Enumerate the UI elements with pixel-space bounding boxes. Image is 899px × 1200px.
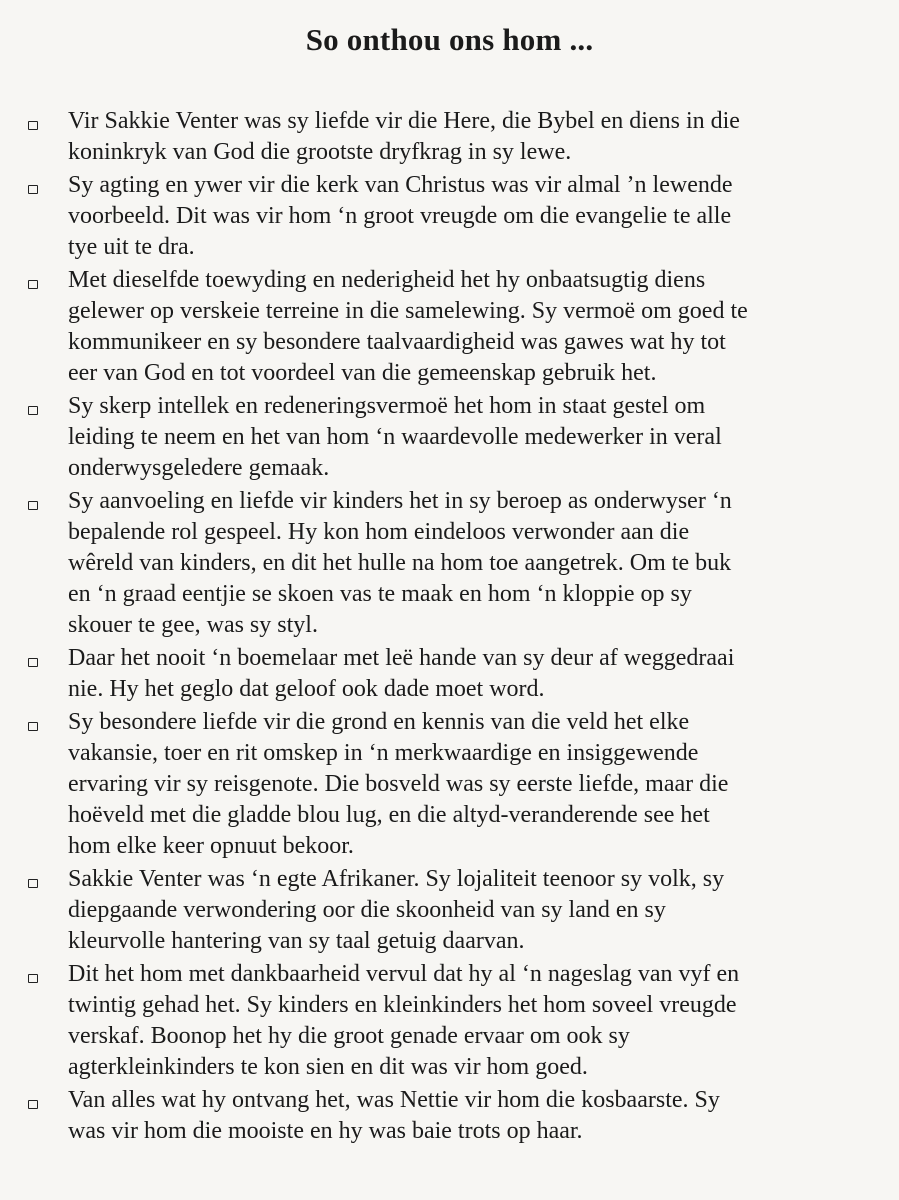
list-item (28, 643, 873, 705)
list-item-text-line: kleurvolle hantering van sy taal getuig daarvan. (68, 928, 525, 954)
list-item-text-line: voorbeeld. Dit was vir hom ‘n groot vreugde om die evangelie te alle (68, 203, 732, 229)
list-item-text-line: Sy agting en ywer vir die kerk van Christus was vir almal ’n lewende (68, 172, 733, 198)
list-item-text-line: Dit het hom met dankbaarheid vervul dat hy al ‘n nageslag van vyf en (68, 961, 740, 987)
list-item-text-line: Sy besondere liefde vir die grond en kennis van die veld het elke (68, 709, 690, 735)
list-item-text-line: hom elke keer opnuut bekoor. (68, 833, 354, 859)
list-item-text-line: bepalende rol gespeel. Hy kon hom eindeloos verwonder aan die (68, 519, 690, 545)
list-item-text-line: diepgaande verwondering oor die skoonheid van sy land en sy (68, 897, 666, 923)
list-item (28, 864, 873, 957)
checkbox-bullet-icon (28, 879, 38, 888)
checkbox-bullet-icon (28, 974, 38, 983)
list-item-text-line: koninkryk van God die grootste dryfkrag in sy lewe. (68, 139, 572, 165)
list-item (28, 1085, 873, 1147)
list-item-text-line: agterkleinkinders te kon sien en dit was vir hom goed. (68, 1054, 588, 1080)
checkbox-bullet-icon (28, 185, 38, 194)
list-item-text-line: hoëveld met die gladde blou lug, en die altyd-veranderende see het (68, 802, 710, 828)
list-item-text-line: verskaf. Boonop het hy die groot genade ervaar om ook sy (68, 1023, 630, 1049)
list-item-text-line: Sy aanvoeling en liefde vir kinders het in sy beroep as onderwyser ‘n (68, 488, 732, 514)
checkbox-bullet-icon (28, 280, 38, 289)
checkbox-bullet-icon (28, 121, 38, 130)
list-item-text-line: eer van God en tot voordeel van die gemeenskap gebruik het. (68, 360, 657, 386)
list-item (28, 170, 873, 263)
list-item-text-line: nie. Hy het geglo dat geloof ook dade moet word. (68, 676, 545, 702)
bullet-list (28, 106, 873, 1149)
checkbox-bullet-icon (28, 406, 38, 415)
list-item (28, 486, 873, 641)
list-item-text-line: Van alles wat hy ontvang het, was Nettie vir hom die kosbaarste. Sy (68, 1087, 720, 1113)
checkbox-bullet-icon (28, 722, 38, 731)
list-item-text-line: onderwysgeledere gemaak. (68, 455, 330, 481)
list-item (28, 707, 873, 862)
list-item-text-line: Sy skerp intellek en redeneringsvermoë het hom in staat gestel om (68, 393, 706, 419)
list-item (28, 106, 873, 168)
checkbox-bullet-icon (28, 1100, 38, 1109)
list-item-text-line: en ‘n graad eentjie se skoen vas te maak en hom ‘n kloppie op sy (68, 581, 692, 607)
list-item (28, 959, 873, 1083)
list-item-text-line: ervaring vir sy reisgenote. Die bosveld was sy eerste liefde, maar die (68, 771, 729, 797)
list-item-text-line: gelewer op verskeie terreine in die samelewing. Sy vermoë om goed te (68, 298, 748, 324)
checkbox-bullet-icon (28, 501, 38, 510)
list-item-text-line: wêreld van kinders, en dit het hulle na hom toe aangetrek. Om te buk (68, 550, 732, 576)
list-item-text-line: was vir hom die mooiste en hy was baie trots op haar. (68, 1118, 583, 1144)
list-item-text-line: Daar het nooit ‘n boemelaar met leë hande van sy deur af weggedraai (68, 645, 735, 671)
checkbox-bullet-icon (28, 658, 38, 667)
list-item-text-line: Sakkie Venter was ‘n egte Afrikaner. Sy lojaliteit teenoor sy volk, sy (68, 866, 725, 892)
list-item-text-line: Met dieselfde toewyding en nederigheid het hy onbaatsugtig diens (68, 267, 706, 293)
page-title: So onthou ons hom ... (305, 22, 594, 57)
list-item-text-line: twintig gehad het. Sy kinders en kleinkinders het hom soveel vreugde (68, 992, 737, 1018)
list-item (28, 391, 873, 484)
list-item-text-line: leiding te neem en het van hom ‘n waardevolle medewerker in veral (68, 424, 722, 450)
list-item (28, 265, 873, 389)
list-item-text-line: Vir Sakkie Venter was sy liefde vir die Here, die Bybel en diens in die (68, 108, 740, 134)
list-item-text-line: tye uit te dra. (68, 234, 195, 260)
list-item-text-line: skouer te gee, was sy styl. (68, 612, 318, 638)
list-item-text-line: vakansie, toer en rit omskep in ‘n merkwaardige en insiggewende (68, 740, 699, 766)
list-item-text-line: kommunikeer en sy besondere taalvaardigheid was gawes wat hy tot (68, 329, 726, 355)
